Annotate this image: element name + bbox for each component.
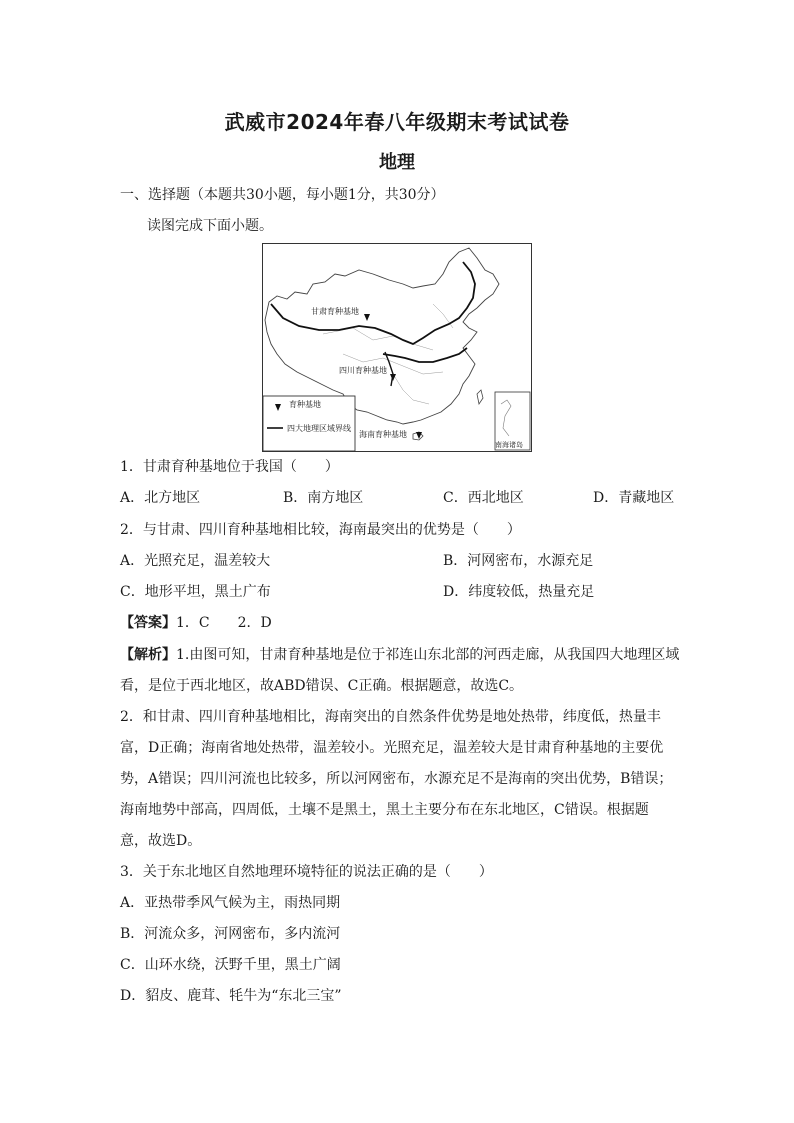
legend-boundary-label: 四大地理区域界线 [287,424,351,433]
question-1-option-d: D．青藏地区 [593,490,675,506]
answer-text: 1．C 2．D [176,615,272,631]
question-3-option-c: C．山环水绕，沃野千里，黑土广阔 [120,957,341,973]
question-2-stem: 2．与甘肃、四川育种基地相比较，海南最突出的优势是（ ） [120,522,521,538]
answer-label: 【答案】 [120,615,176,631]
question-2-option-b: B．河网密布，水源充足 [443,553,594,569]
question-2-option-a: A．光照充足，温差较大 [120,553,271,569]
gansu-base-marker [364,314,370,321]
answer-line [120,614,272,632]
question-3-option-a: A．亚热带季风气候为主，雨热同期 [120,895,341,911]
region-boundary-line-2 [383,348,467,362]
analysis-text-1: 1.由图可知，甘肃育种基地是位于祁连山东北部的河西走廊，从我国四大地理区域 [176,647,680,663]
south-sea-label: 南海诸岛 [495,441,523,449]
question-3-option-d: D．貂皮、鹿茸、牦牛为“东北三宝” [120,988,342,1004]
china-map [263,244,531,451]
question-1-stem: 1．甘肃育种基地位于我国（ ） [120,459,339,475]
taiwan-island [477,390,483,404]
analysis-line-4: 富，D正确；海南省地处热带，温差较小。光照充足，温差较大是甘肃育种基地的主要优 [120,740,664,756]
analysis-label: 【解析】 [120,647,176,663]
question-1-option-c: C．西北地区 [443,490,524,506]
analysis-line-6: 海南地势中部高，四周低，土壤不是黑土，黑土主要分布在东北地区，C错误。根据题 [120,802,649,818]
analysis-line-3: 2．和甘肃、四川育种基地相比，海南突出的自然条件优势是地处热带，纬度低，热量丰 [120,709,661,725]
question-1-option-b: B．南方地区 [283,490,364,506]
hainan-base-label: 海南育种基地 [359,430,407,439]
analysis-line-2: 看，是位于西北地区，故ABD错误、C正确。根据题意，故选C。 [120,678,524,694]
instruction: 读图完成下面小题。 [147,218,273,234]
analysis-line-1 [120,646,679,664]
sichuan-base-label: 四川育种基地 [339,366,387,375]
question-2-option-c: C．地形平坦，黑土广布 [120,584,271,600]
china-map-figure [262,243,532,452]
question-3-option-b: B．河流众多，河网密布，多内流河 [120,926,341,942]
question-3-stem: 3．关于东北地区自然地理环境特征的说法正确的是（ ） [120,864,493,880]
question-2-option-d: D．纬度较低，热量充足 [443,584,595,600]
analysis-line-7: 意，故选D。 [120,833,202,849]
analysis-line-5: 势，A错误；四川河流也比较多，所以河网密布，水源充足不是海南的突出优势，B错误； [120,771,673,787]
legend-base-label: 育种基地 [289,400,321,409]
gansu-base-label: 甘肃育种基地 [311,307,359,316]
section-heading: 一、选择题（本题共30小题，每小题1分，共30分） [120,187,445,203]
exam-title: 武威市2024年春八年级期末考试试卷 [224,110,570,134]
question-1-option-a: A．北方地区 [120,490,201,506]
subject-title: 地理 [379,152,415,173]
